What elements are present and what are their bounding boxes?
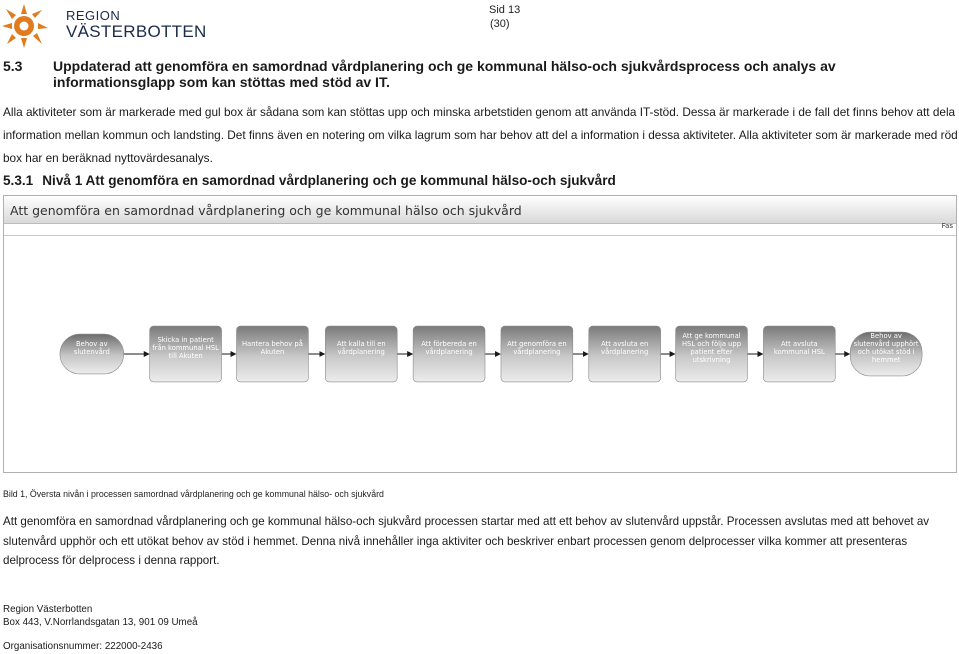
section-title: Uppdaterad att genomföra en samordnad vårdplanering och ge kommunal hälso-och sjukvårdsprocess och analys av informationsglapp som kan stöttas med stöd av IT. — [53, 58, 836, 90]
process-step-3 — [325, 326, 397, 382]
start-event-label: Behov av slutenvård — [73, 340, 110, 356]
process-step-6-label: Att avsluta en vårdplanering — [601, 340, 649, 356]
footer-org: Region Västerbotten — [3, 604, 93, 615]
end-event-label: Behov av slutenvård upphört och utökat stöd i hemmet — [853, 332, 919, 364]
subsection-number: 5.3.1 — [3, 173, 34, 188]
subsection-title: Nivå 1 Att genomföra en samordnad vårdplanering och ge kommunal hälso-och sjukvård — [42, 173, 616, 188]
footer-orgnr: Organisationsnummer: 222000-2436 — [3, 641, 163, 652]
section-paragraph: Alla aktiviteter som är markerade med gul box är sådana som kan stöttas upp och minska arbetstiden genom att använda IT-stöd. Dessa är markerade i de fall det finns behov att dela information mellan kommun och landsting. Det finns även en notering om vilka lagrum som har behov att del a information i dessa aktiviteter. Alla aktiviteter som är markerade med röd box har en beräknad nyttovärdesanalys. — [3, 105, 958, 165]
end-event — [850, 332, 922, 376]
process-step-2 — [237, 326, 309, 382]
page-total: (30) — [490, 18, 510, 30]
phase-label: Fas — [941, 222, 953, 230]
process-step-4 — [413, 326, 485, 382]
process-step-8 — [763, 326, 835, 382]
process-step-3-label: Att kalla till en vårdplanering — [336, 340, 386, 356]
logo-text-region: REGION — [66, 8, 121, 23]
process-step-5-label: Att genomföra en vårdplanering — [507, 340, 567, 356]
process-step-7 — [676, 326, 748, 382]
body-paragraph: Att genomföra en samordnad vårdplanering och ge kommunal hälso-och sjukvård processen startar med att ett behov av slutenvård uppstår. Processen avslutas med att behovet av slutenvård upphör och ett utökat behov av stöd i hemmet. Denna nivå innehåller inga aktiviter och beskriver enbart processen genom delprocesser vilka kommer att presenteras delprocess för delprocess i denna rapport. — [3, 515, 930, 567]
process-step-2-label: Hantera behov på Akuten — [241, 340, 303, 356]
footer-address: Box 443, V.Norrlandsgatan 13, 901 09 Umeå — [3, 617, 198, 628]
process-flow — [4, 236, 956, 472]
section-number: 5.3 — [3, 58, 23, 74]
process-step-8-label: Att avsluta kommunal HSL — [773, 340, 825, 356]
page-number: Sid 13 — [489, 4, 521, 16]
process-diagram — [3, 195, 957, 473]
process-step-1 — [150, 326, 222, 382]
logo-text-vasterbotten: VÄSTERBOTTEN — [66, 22, 207, 41]
process-step-7-label: Att ge kommunal HSL och följa upp patient efter utskrivning — [681, 332, 742, 364]
phase-row — [4, 224, 956, 236]
subsection-heading — [3, 173, 616, 188]
process-step-4-label: Att förbereda en vårdplanering — [421, 340, 477, 356]
process-step-6 — [589, 326, 661, 382]
region-vasterbotten-logo-icon — [2, 2, 54, 48]
process-step-5 — [501, 326, 573, 382]
process-step-1-label: Skicka in patient från kommunal HSL till Akuten — [152, 336, 219, 360]
start-event — [60, 334, 124, 374]
diagram-title: Att genomföra en samordnad vårdplanering och ge kommunal hälso och sjukvård — [4, 196, 956, 224]
figure-caption: Bild 1, Översta nivån i processen samordnad vårdplanering och ge kommunal hälso- och sjukvård — [3, 489, 384, 499]
